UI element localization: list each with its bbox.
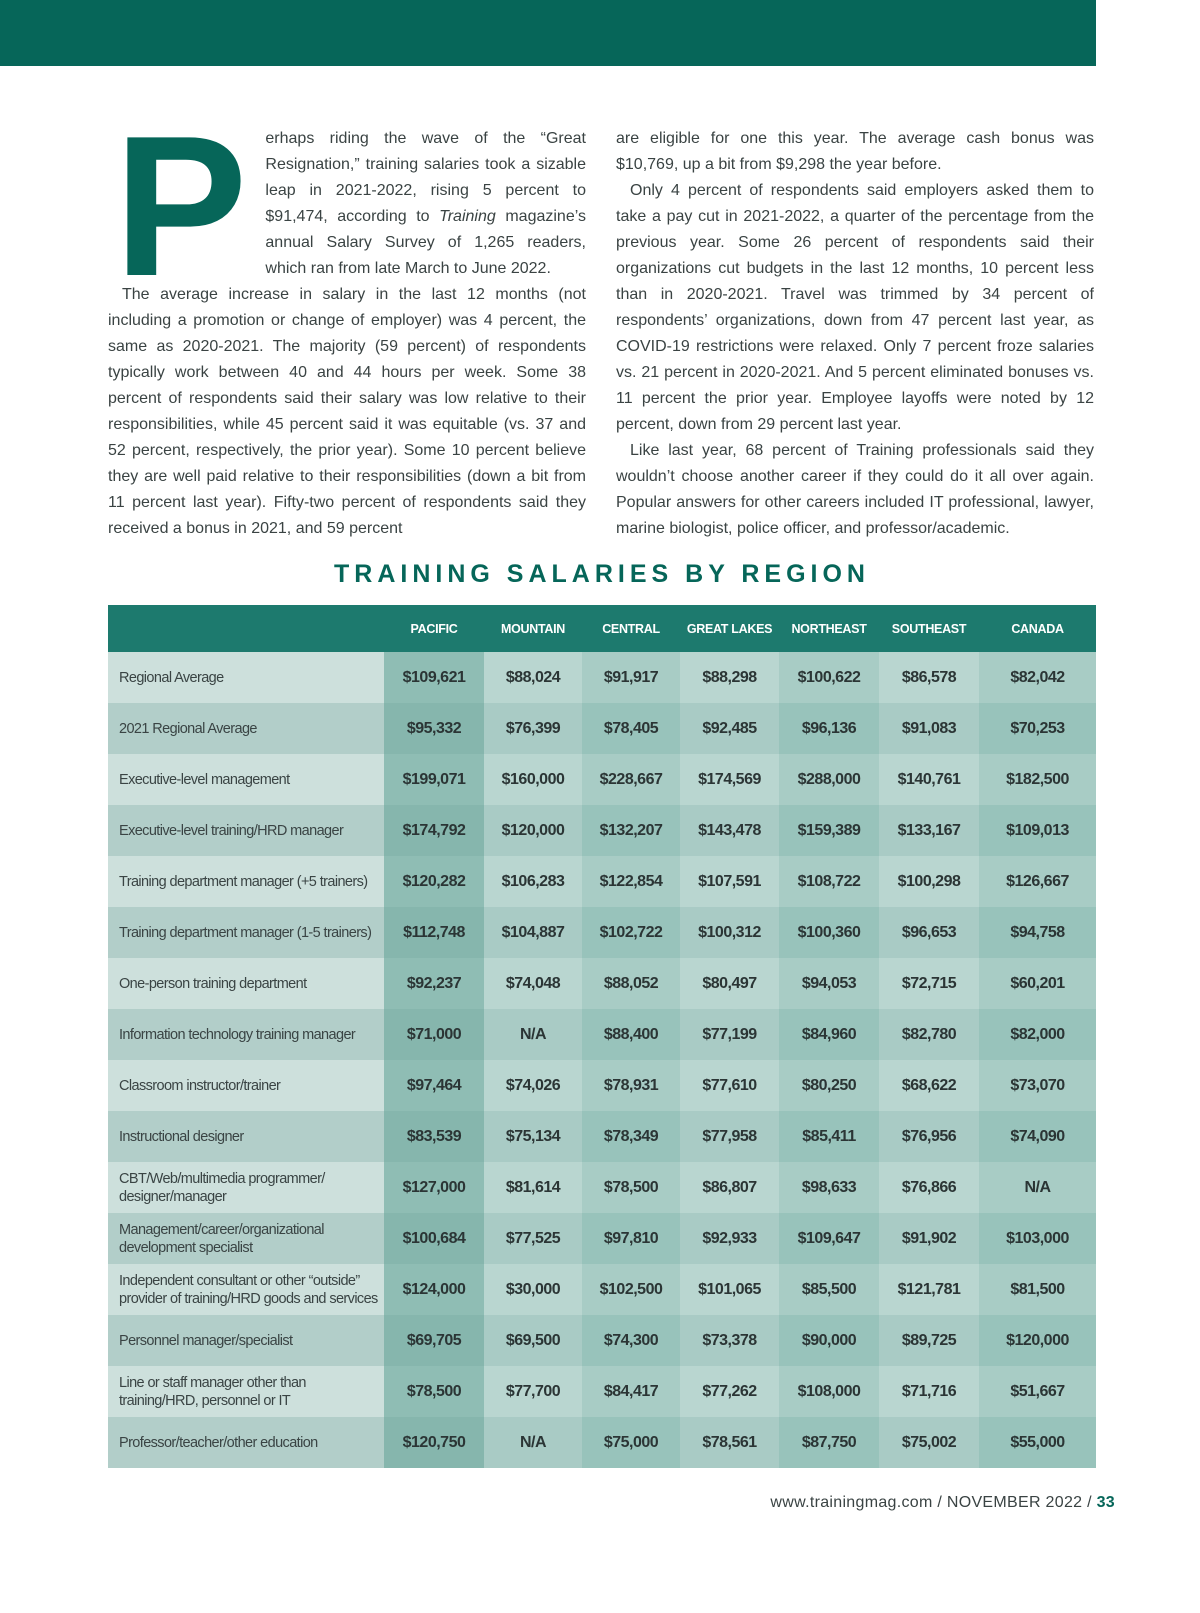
salary-cell: N/A xyxy=(484,1009,582,1060)
salary-cell: $89,725 xyxy=(879,1315,979,1366)
table-row xyxy=(108,1264,1096,1315)
row-label: Executive-level management xyxy=(108,754,384,805)
salary-cell: $73,070 xyxy=(979,1060,1096,1111)
row-label: Personnel manager/specialist xyxy=(108,1315,384,1366)
row-label: Independent consultant or other “outside” provider of training/HRD goods and services xyxy=(108,1264,384,1315)
table-row xyxy=(108,754,1096,805)
salary-cell: $69,500 xyxy=(484,1315,582,1366)
salary-cell: $88,052 xyxy=(582,958,680,1009)
salary-cell: $60,201 xyxy=(979,958,1096,1009)
salary-cell: $75,134 xyxy=(484,1111,582,1162)
salary-cell: $91,083 xyxy=(879,703,979,754)
row-label: Instructional designer xyxy=(108,1111,384,1162)
page-number: 33 xyxy=(1096,1494,1115,1511)
row-label: Executive-level training/HRD manager xyxy=(108,805,384,856)
table-body xyxy=(108,652,1096,1468)
salary-cell: $107,591 xyxy=(680,856,779,907)
salary-cell: $108,722 xyxy=(779,856,879,907)
salary-cell: $103,000 xyxy=(979,1213,1096,1264)
salary-cell: $174,569 xyxy=(680,754,779,805)
column-header-southeast: SOUTHEAST xyxy=(879,605,979,652)
row-label: Training department manager (+5 trainers) xyxy=(108,856,384,907)
table-title: TRAINING SALARIES BY REGION xyxy=(334,560,870,588)
row-label: Classroom instructor/trainer xyxy=(108,1060,384,1111)
salary-cell: $126,667 xyxy=(979,856,1096,907)
table-row xyxy=(108,1162,1096,1213)
row-label: Line or staff manager other than training/HRD, personnel or IT xyxy=(108,1366,384,1417)
salary-cell: $86,578 xyxy=(879,652,979,703)
salary-cell: $75,000 xyxy=(582,1417,680,1468)
salary-cell: $160,000 xyxy=(484,754,582,805)
table-row xyxy=(108,1417,1096,1468)
salary-cell: $96,136 xyxy=(779,703,879,754)
salary-cell: $228,667 xyxy=(582,754,680,805)
salary-cell: $133,167 xyxy=(879,805,979,856)
salary-cell: $106,283 xyxy=(484,856,582,907)
salary-cell: $85,500 xyxy=(779,1264,879,1315)
table-row xyxy=(108,1060,1096,1111)
salary-cell: $51,667 xyxy=(979,1366,1096,1417)
table-row xyxy=(108,907,1096,958)
salary-cell: $71,000 xyxy=(384,1009,484,1060)
salary-cell: $73,378 xyxy=(680,1315,779,1366)
salary-cell: $84,417 xyxy=(582,1366,680,1417)
salary-cell: $78,500 xyxy=(384,1366,484,1417)
table-row xyxy=(108,1213,1096,1264)
table-row xyxy=(108,1366,1096,1417)
row-label: Regional Average xyxy=(108,652,384,703)
salary-cell: $109,621 xyxy=(384,652,484,703)
row-label: 2021 Regional Average xyxy=(108,703,384,754)
salary-cell: $104,887 xyxy=(484,907,582,958)
salary-cell: $70,253 xyxy=(979,703,1096,754)
salary-cell: $77,700 xyxy=(484,1366,582,1417)
salary-cell: $83,539 xyxy=(384,1111,484,1162)
salary-cell: $80,497 xyxy=(680,958,779,1009)
salary-cell: $121,781 xyxy=(879,1264,979,1315)
salary-cell: $120,000 xyxy=(979,1315,1096,1366)
salary-cell: $159,389 xyxy=(779,805,879,856)
salary-cell: $78,500 xyxy=(582,1162,680,1213)
salary-cell: $74,048 xyxy=(484,958,582,1009)
salary-cell: $174,792 xyxy=(384,805,484,856)
table-header-corner xyxy=(108,605,384,652)
paragraph-career: Like last year, 68 percent of Training professionals said they wouldn’t choose another career if they could do it all over again. Popular answers for other careers included IT professional, lawyer, marine biologist, police officer, and professor/academic. xyxy=(616,442,1094,537)
table-row xyxy=(108,1111,1096,1162)
salary-cell: $30,000 xyxy=(484,1264,582,1315)
salary-cell: $122,854 xyxy=(582,856,680,907)
salary-cell: $95,332 xyxy=(384,703,484,754)
salary-cell: $55,000 xyxy=(979,1417,1096,1468)
salary-cell: $81,500 xyxy=(979,1264,1096,1315)
salary-cell: $132,207 xyxy=(582,805,680,856)
salary-cell: $288,000 xyxy=(779,754,879,805)
salary-cell: $68,622 xyxy=(879,1060,979,1111)
salary-cell: $101,065 xyxy=(680,1264,779,1315)
salary-cell: $109,647 xyxy=(779,1213,879,1264)
salary-cell: $78,931 xyxy=(582,1060,680,1111)
salary-cell: N/A xyxy=(484,1417,582,1468)
article-column-right xyxy=(616,126,1094,542)
salary-cell: $127,000 xyxy=(384,1162,484,1213)
salary-cell: $76,399 xyxy=(484,703,582,754)
table-row xyxy=(108,1009,1096,1060)
footer-site: www.trainingmag.com / NOVEMBER 2022 / xyxy=(770,1494,1097,1511)
salary-cell: $74,026 xyxy=(484,1060,582,1111)
column-header-pacific: PACIFIC xyxy=(384,605,484,652)
salary-cell: $94,053 xyxy=(779,958,879,1009)
salary-cell: $87,750 xyxy=(779,1417,879,1468)
salary-cell: $74,300 xyxy=(582,1315,680,1366)
table-row xyxy=(108,652,1096,703)
salary-cell: $88,024 xyxy=(484,652,582,703)
salary-cell: $72,715 xyxy=(879,958,979,1009)
salary-cell: $77,610 xyxy=(680,1060,779,1111)
column-header-central: CENTRAL xyxy=(582,605,680,652)
salary-cell: $199,071 xyxy=(384,754,484,805)
salary-cell: $100,684 xyxy=(384,1213,484,1264)
salary-cell: $74,090 xyxy=(979,1111,1096,1162)
salary-cell: $100,298 xyxy=(879,856,979,907)
salary-cell: $100,312 xyxy=(680,907,779,958)
salary-cell: $78,349 xyxy=(582,1111,680,1162)
row-label: Training department manager (1-5 trainers) xyxy=(108,907,384,958)
salary-cell: $143,478 xyxy=(680,805,779,856)
salary-table xyxy=(108,605,1096,1468)
salary-cell: $97,810 xyxy=(582,1213,680,1264)
paragraph-salary-increase: The average increase in salary in the last 12 months (not including a promotion or change of employer) was 4 percent, the same as 2020-2021. The majority (59 percent) of respondents typically work between 40 and 44 hours per week. Some 38 percent of respondents said their salary was low relative to their responsibilities, while 45 percent said it was equitable (vs. 37 and 52 percent, respectively, the prior year). Some 10 percent believe they are well paid relative to their responsibilities (down a bit from 11 percent last year). Fifty-two percent of respondents said they received a bonus in 2021, and 59 percent xyxy=(108,286,586,537)
salary-cell: $92,485 xyxy=(680,703,779,754)
salary-cell: $102,722 xyxy=(582,907,680,958)
salary-cell: $78,405 xyxy=(582,703,680,754)
salary-cell: $76,956 xyxy=(879,1111,979,1162)
table-row xyxy=(108,856,1096,907)
salary-cell: $80,250 xyxy=(779,1060,879,1111)
salary-cell: $91,917 xyxy=(582,652,680,703)
salary-cell: $96,653 xyxy=(879,907,979,958)
row-label: One-person training department xyxy=(108,958,384,1009)
salary-cell: $120,750 xyxy=(384,1417,484,1468)
salary-cell: $90,000 xyxy=(779,1315,879,1366)
salary-cell: $97,464 xyxy=(384,1060,484,1111)
drop-cap: P xyxy=(114,95,248,318)
salary-cell: $100,622 xyxy=(779,652,879,703)
salary-cell: $82,000 xyxy=(979,1009,1096,1060)
header-band xyxy=(0,0,1096,66)
salary-cell: $88,298 xyxy=(680,652,779,703)
salary-cell: $77,199 xyxy=(680,1009,779,1060)
salary-cell: $140,761 xyxy=(879,754,979,805)
salary-cell: $76,866 xyxy=(879,1162,979,1213)
salary-cell: $77,525 xyxy=(484,1213,582,1264)
column-header-mountain: MOUNTAIN xyxy=(484,605,582,652)
salary-cell: $78,561 xyxy=(680,1417,779,1468)
row-label: CBT/Web/multimedia programmer/ designer/manager xyxy=(108,1162,384,1213)
salary-cell: $100,360 xyxy=(779,907,879,958)
salary-cell: N/A xyxy=(979,1162,1096,1213)
table-header-row xyxy=(108,605,1096,652)
salary-cell: $120,000 xyxy=(484,805,582,856)
salary-cell: $77,958 xyxy=(680,1111,779,1162)
salary-cell: $77,262 xyxy=(680,1366,779,1417)
salary-cell: $84,960 xyxy=(779,1009,879,1060)
salary-cell: $85,411 xyxy=(779,1111,879,1162)
salary-cell: $82,780 xyxy=(879,1009,979,1060)
article-column-left xyxy=(108,95,586,542)
row-label: Management/career/organizational development specialist xyxy=(108,1213,384,1264)
salary-cell: $88,400 xyxy=(582,1009,680,1060)
salary-cell: $92,933 xyxy=(680,1213,779,1264)
salary-cell: $182,500 xyxy=(979,754,1096,805)
salary-cell: $71,716 xyxy=(879,1366,979,1417)
page-footer xyxy=(770,1494,1115,1512)
column-header-canada: CANADA xyxy=(979,605,1096,652)
table-row xyxy=(108,1315,1096,1366)
salary-cell: $82,042 xyxy=(979,652,1096,703)
salary-cell: $69,705 xyxy=(384,1315,484,1366)
row-label: Professor/teacher/other education xyxy=(108,1417,384,1468)
salary-cell: $86,807 xyxy=(680,1162,779,1213)
salary-cell: $102,500 xyxy=(582,1264,680,1315)
row-label: Information technology training manager xyxy=(108,1009,384,1060)
table-row xyxy=(108,805,1096,856)
table-row xyxy=(108,703,1096,754)
salary-cell: $98,633 xyxy=(779,1162,879,1213)
column-header-northeast: NORTHEAST xyxy=(779,605,879,652)
paragraph-intro: erhaps riding the wave of the “Great Resignation,” training salaries took a sizable leap in 2021-2022, rising 5 percent to $91,474, according to Training magazine’s annual Salary Survey of 1,265 readers, which ran from late March to June 2022. xyxy=(265,130,586,277)
salary-cell: $81,614 xyxy=(484,1162,582,1213)
salary-cell: $112,748 xyxy=(384,907,484,958)
salary-cell: $108,000 xyxy=(779,1366,879,1417)
salary-cell: $92,237 xyxy=(384,958,484,1009)
salary-cell: $109,013 xyxy=(979,805,1096,856)
paragraph-bonus: are eligible for one this year. The average cash bonus was $10,769, up a bit from $9,298 the year before. xyxy=(616,130,1094,173)
table-row xyxy=(108,958,1096,1009)
salary-cell: $94,758 xyxy=(979,907,1096,958)
salary-cell: $120,282 xyxy=(384,856,484,907)
paragraph-pay-cut: Only 4 percent of respondents said employers asked them to take a pay cut in 2021-2022, a quarter of the percentage from the previous year. Some 26 percent of respondents said their organizations cut budgets in the last 12 months, 10 percent less than in 2020-2021. Travel was trimmed by 34 percent of respondents’ organizations, down from 47 percent last year, as COVID-19 restrictions were relaxed. Only 7 percent froze salaries vs. 21 percent in 2020-2021. And 5 percent eliminated bonuses vs. 11 percent the prior year. Employee layoffs were noted by 12 percent, down from 29 percent last year. xyxy=(616,182,1094,433)
salary-cell: $91,902 xyxy=(879,1213,979,1264)
salary-cell: $124,000 xyxy=(384,1264,484,1315)
column-header-great-lakes: GREAT LAKES xyxy=(680,605,779,652)
salary-cell: $75,002 xyxy=(879,1417,979,1468)
